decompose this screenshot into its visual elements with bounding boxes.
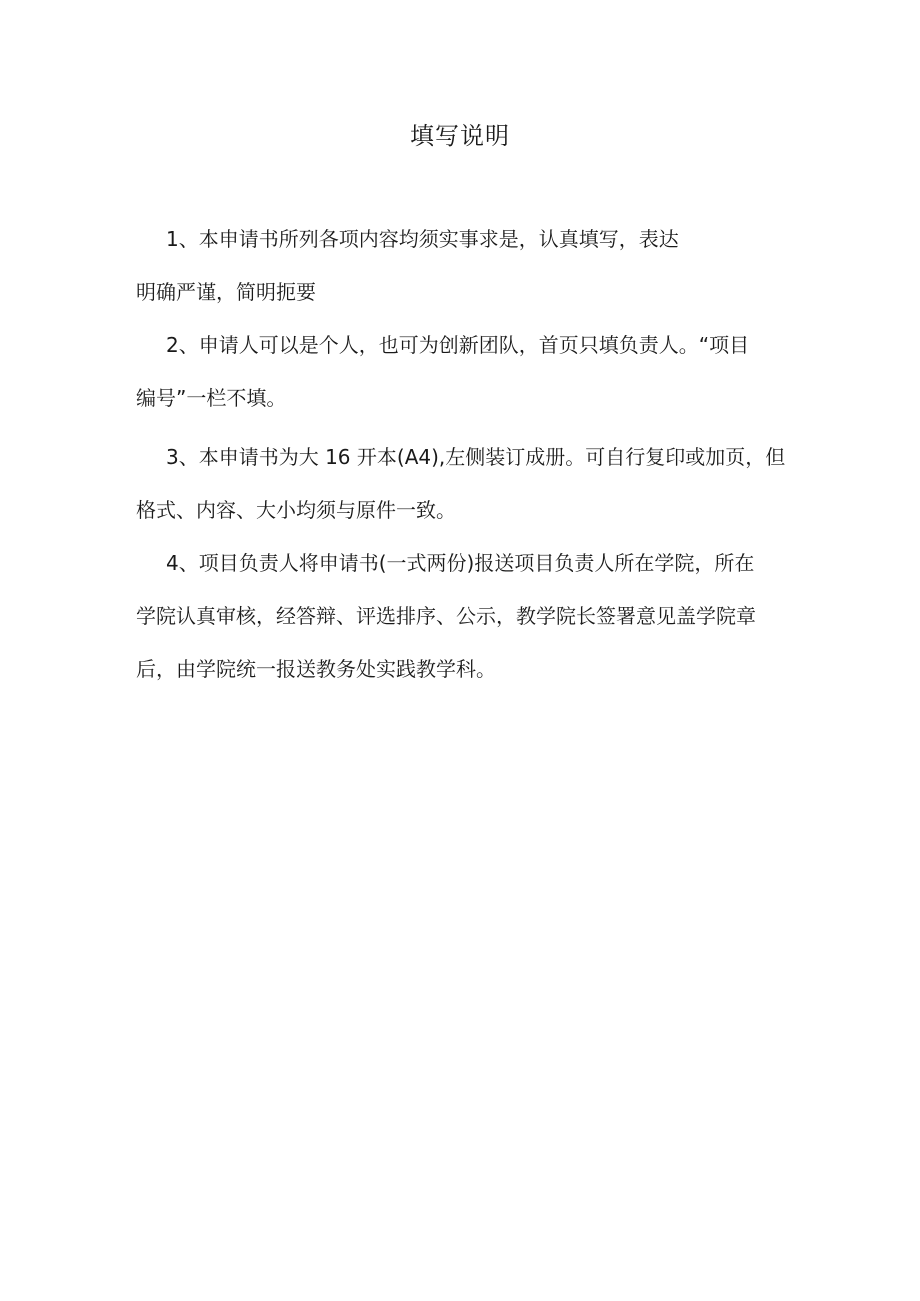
paragraph-2-line-2: 编号”一栏不填。 [136, 386, 287, 410]
paragraph-3-line-1: 3、本申请书为大 16 开本(A4),左侧装订成册。可自行复印或加页，但 [166, 445, 786, 469]
paragraph-3-line-2: 格式、内容、大小均须与原件一致。 [136, 498, 456, 522]
paragraph-2-line-1: 2、申请人可以是个人，也可为创新团队，首页只填负责人。“项目 [166, 333, 750, 357]
paragraph-4-line-3: 后，由学院统一报送教务处实践教学科。 [136, 657, 496, 681]
page-title: 填写说明 [410, 122, 510, 150]
paragraph-4-line-2: 学院认真审核，经答辩、评选排序、公示，教学院长签署意见盖学院章 [136, 604, 756, 628]
paragraph-4-line-1: 4、项目负责人将申请书(一式两份)报送项目负责人所在学院，所在 [166, 551, 755, 575]
paragraph-1-line-2: 明确严谨，简明扼要 [136, 280, 316, 304]
paragraph-1-line-1: 1、本申请书所列各项内容均须实事求是，认真填写，表达 [166, 227, 679, 251]
